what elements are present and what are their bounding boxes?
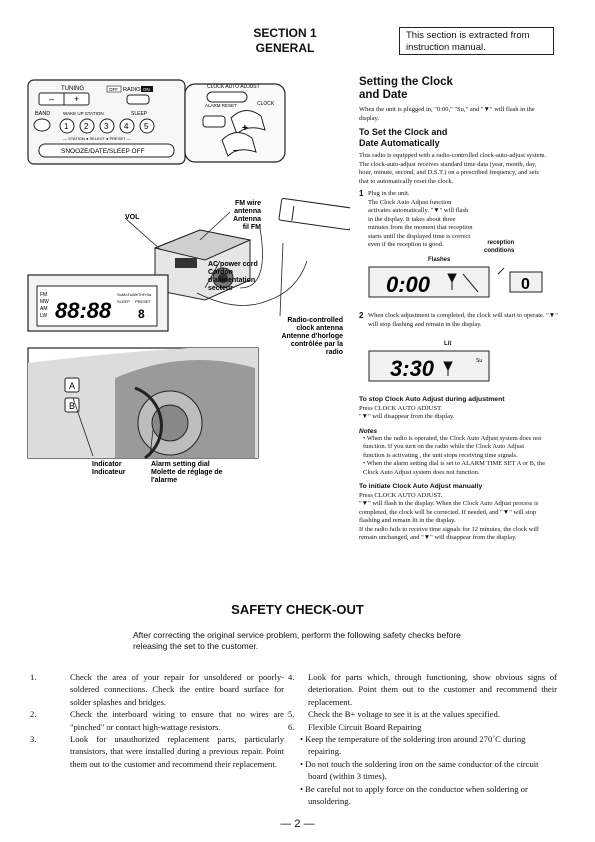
station-select-preset-label: — STATION ● SELECT ● PRESET — (63, 136, 131, 141)
callout-ac-cord (208, 261, 258, 292)
band-label: BAND (35, 111, 51, 117)
ac-line3: d'alimentation (208, 277, 256, 284)
clock-auto-adjust-label: CLOCK AUTO ADJUST (207, 84, 260, 90)
item-5-number: 5. (288, 709, 295, 720)
ac-line4: secteur (208, 285, 233, 292)
indicator-b: B (69, 401, 76, 411)
callout-indicator (92, 461, 126, 476)
auto-set-heading-line2: Date Automatically (359, 138, 440, 148)
stop-body-1: Press CLOCK AUTO ADJUST. (359, 404, 443, 412)
band-am: AM (40, 306, 48, 312)
rc-line5: radio (325, 349, 343, 356)
reception-conditions-label (484, 239, 514, 255)
safety-bullet-3: • Be careful not to apply force on the conductor when soldering or unsoldering. (300, 783, 528, 807)
off-label: OFF (109, 87, 118, 92)
auto-set-p2: The clock-auto-adjust receives standard time data (year, month, day, hour, minute, second, and D.S.T.) on a prescribed frequency, and sets that to automatically reset the clock. (359, 160, 539, 185)
step-2 (359, 312, 558, 329)
note-1: • When the radio is operated, the Clock Auto Adjust system does not function. If you turn on the radio while the Clock Auto Adjust function is activating , the unit stops receiving time signals. (363, 434, 542, 459)
snooze-label: SNOOZE/DATE/SLEEP OFF (61, 148, 145, 155)
clock-label: CLOCK (257, 101, 275, 107)
step-1-heading: Plug in the unit. (368, 190, 410, 197)
alarm-closeup (28, 348, 258, 458)
safety-item-1 (22, 671, 284, 708)
callout-alarm-dial (151, 461, 223, 484)
display-preset: PRESET (135, 299, 152, 304)
indicator-line2: Indicateur (92, 469, 126, 476)
auto-set-p1: This radio is equipped with a radio-controlled clock-auto-adjust system. (359, 152, 547, 159)
item-3-text: Look for unauthorized replacement parts, particularly transistors, that were installed during a previous repair. Point them out to the customer and recommend their replacement. (70, 734, 284, 769)
manual-title-line1: Setting the Clock (359, 76, 453, 88)
lcd1-digits: 0:00 (386, 272, 431, 297)
safety-item-5 (280, 708, 557, 720)
rc-line3: Antenne d'horloge (281, 333, 343, 340)
rc-line4: contrôlée par la (290, 341, 343, 348)
flashes-label: Flashes (428, 257, 451, 263)
ac-line2: Cordon (208, 269, 233, 276)
safety-item-3 (22, 733, 284, 770)
fm-line3: Antenna (233, 216, 261, 223)
ac-line1: AC power cord (208, 261, 258, 268)
fm-line2: antenna (234, 208, 261, 215)
rc-line1: Radio-controlled (287, 317, 343, 324)
safety-item-4 (280, 671, 557, 708)
on-label: ON (143, 87, 150, 92)
sleep-label: SLEEP (131, 111, 148, 117)
tuning-plus: + (74, 94, 80, 104)
band-lw: LW (40, 313, 48, 319)
section-number: SECTION 1 (253, 26, 317, 40)
item-4-text: Look for parts which, through functioning, show obvious signs of deterioration. Point them out to the customer and recommend their replacement. (308, 672, 557, 707)
radio-diagram (25, 78, 350, 598)
item-3-number: 3. (30, 734, 37, 745)
init-body-3: If the radio fails to receive time signals for 12 minutes, the clock will remain unchanged, and "▼" will disappear from the display. (359, 525, 539, 541)
item-5-text: Check the B+ voltage to see it is at the values specified. (308, 709, 500, 720)
extract-note-box: This section is extracted from instruction manual. (399, 27, 554, 55)
manual-intro: When the unit is plugged in, "0:00," "Su," and "▼" will flash in the display. (359, 106, 535, 122)
manual-title-line2: and Date (359, 89, 408, 101)
safety-bullet-2: • Do not touch the soldering iron on the same conductor of the circuit board (within 3 times). (300, 758, 539, 782)
auto-set-heading (359, 127, 549, 149)
safety-right-column (280, 671, 557, 807)
init-body-1: Press CLOCK AUTO ADJUST. (359, 491, 443, 499)
alarm-dial-line3: l'alarme (151, 477, 178, 484)
clock-plus: + (242, 123, 248, 134)
alarm-dial-line2: Molette de réglage de (151, 469, 223, 476)
indicator-a: A (69, 381, 76, 391)
preset-1: 1 (64, 122, 69, 131)
step-1-number: 1 (359, 189, 364, 198)
callout-vol: VOL (125, 214, 140, 221)
section-title (230, 26, 340, 56)
item-1-text: Check the area of your repair for unsoldered or poorly-soldered connections. Check the entire board surface for solder splashes and bridges. (70, 672, 284, 707)
preset-4: 4 (124, 122, 129, 131)
safety-item-6 (280, 721, 557, 733)
safety-intro: After correcting the original service problem, perform the following safety checks before releasing the set to the customer. (133, 630, 461, 651)
conditions-label: conditions (484, 248, 515, 254)
notes-heading: Notes (359, 427, 378, 435)
step-1 (359, 190, 549, 250)
display-days: SuMoTuWeThFrSa (117, 292, 152, 297)
lcd-lit (368, 350, 492, 384)
display-digits: 88:88 (55, 298, 112, 323)
stop-body-2: "▼" will disappear from the display. (359, 413, 455, 420)
stop-heading: To stop Clock Auto Adjust during adjustment (359, 396, 505, 403)
item-6-number: 6. (288, 721, 295, 732)
wake-up-station-label: WAKE UP STATION (63, 111, 104, 116)
safety-bullet-1: • Keep the temperature of the soldering iron around 270˚C during repairing. (300, 734, 526, 757)
step-2-number: 2 (359, 311, 364, 320)
reception-label: reception (487, 240, 515, 246)
radio-label: RADIO (123, 87, 141, 93)
callout-fm-antenna (233, 200, 261, 231)
safety-left-column (22, 671, 284, 770)
display-preset-digit: 8 (138, 307, 145, 321)
fm-line4: fil FM (242, 224, 261, 231)
control-panel (28, 80, 285, 164)
lcd-flashing (368, 266, 544, 300)
item-1-number: 1. (30, 672, 37, 682)
manual-title (359, 76, 549, 102)
item-4-number: 4. (288, 672, 295, 682)
clock-minus: – (233, 145, 239, 156)
manual-lower (359, 396, 547, 543)
rc-line2: clock antenna (296, 325, 343, 332)
init-body-2: "▼" will flash in the display. When the Clock Auto Adjust process is completed, the clock will be corrected. If needed, and "▼" will stop flashing and remain lit in the display. (359, 500, 539, 524)
display-sleep: SLEEP (117, 299, 130, 304)
preset-5: 5 (144, 122, 149, 131)
note-2: • When the alarm setting dial is set to ALARM TIME SET A or B, the Clock Auto Adjust system does not function. (363, 460, 546, 476)
tuning-label: TUNING (61, 86, 84, 92)
tuning-minus: – (49, 94, 55, 104)
item-6-text: Flexible Circuit Board Repairing (308, 721, 422, 732)
step-1-body: The Clock Auto Adjust function activates automatically. "▼" will flash in the display. It takes about three minutes from the moment that reception starts until the displayed time is correct even if the reception is good. (368, 198, 473, 248)
item-2-text: Check the interboard wiring to ensure that no wires are "pinched" or contact high-wattage resistors. (70, 709, 284, 732)
fm-line1: FM wire (234, 200, 261, 207)
callout-radio-antenna (281, 317, 343, 356)
preset-3: 3 (104, 122, 109, 131)
band-mw: MW (40, 299, 49, 305)
lcd1-right-digit: 0 (521, 276, 530, 293)
lcd2-day: Su (476, 358, 483, 364)
alarm-reset-label: ALARM RESET (205, 103, 237, 108)
indicator-line1: Indicator (92, 461, 122, 468)
page-number: — 2 — (280, 818, 315, 830)
lcd2-digits: 3:30 (390, 356, 435, 381)
safety-item-2 (22, 708, 284, 733)
step-2-body: When clock adjustment is completed, the clock will start to operate. "▼" will stop flashing and remain in the display. (368, 312, 558, 328)
preset-2: 2 (84, 122, 89, 131)
lit-label: Lit (444, 341, 452, 347)
alarm-dial-line1: Alarm setting dial (151, 461, 210, 468)
band-fm: FM (40, 292, 48, 298)
manual-excerpt (359, 76, 549, 250)
init-heading: To initiate Clock Auto Adjust manually (359, 483, 483, 490)
display-panel (28, 275, 168, 331)
auto-set-heading-line1: To Set the Clock and (359, 127, 448, 137)
safety-title: SAFETY CHECK-OUT (231, 602, 364, 617)
item-2-number: 2. (30, 709, 37, 720)
section-name: GENERAL (255, 41, 315, 55)
